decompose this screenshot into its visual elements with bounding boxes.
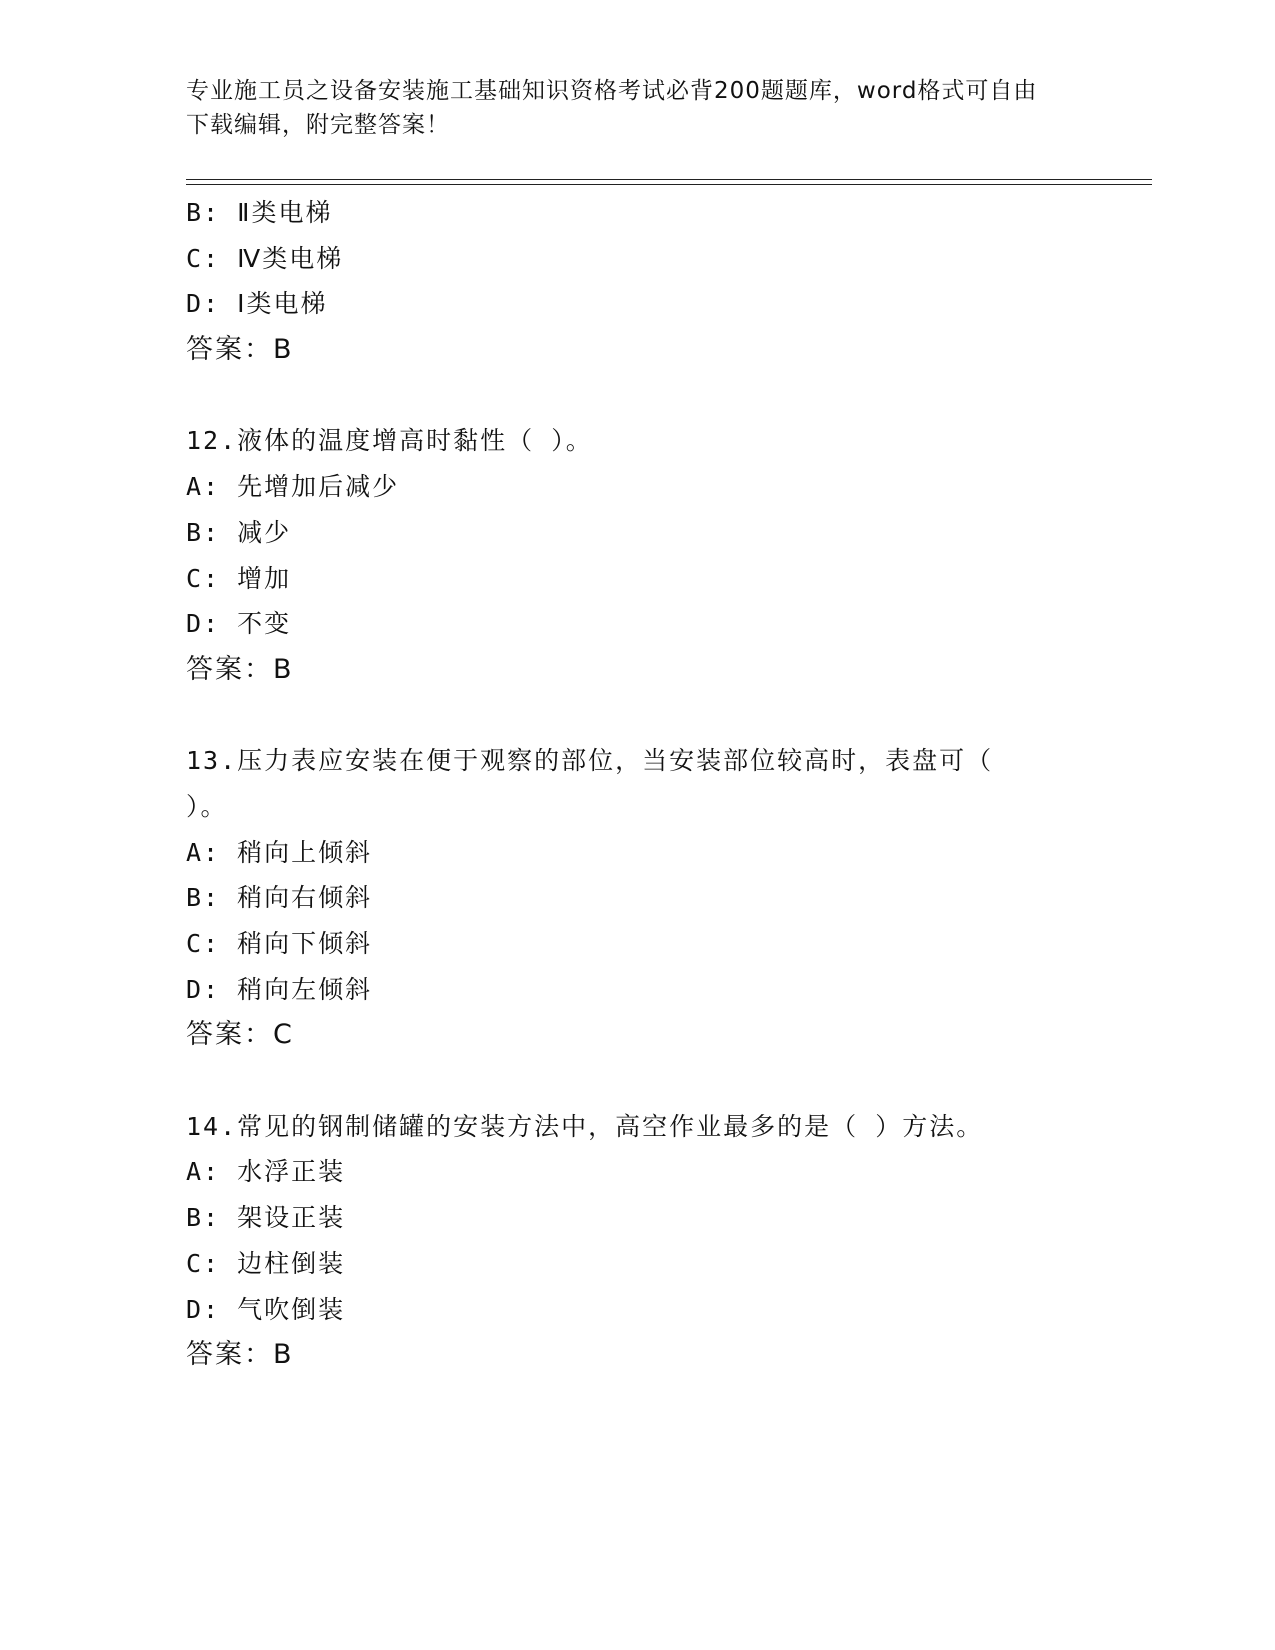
header-divider-top <box>186 179 1152 180</box>
option-a: A: 先增加后减少 <box>186 472 400 502</box>
question-text: 12.液体的温度增高时黏性（ ）。 <box>186 426 593 456</box>
option-c: C: 边柱倒装 <box>186 1248 346 1278</box>
question-text: 14.常见的钢制储罐的安装方法中，高空作业最多的是（ ）方法。 <box>186 1111 984 1141</box>
option-b: B: 稍向右倾斜 <box>186 883 373 913</box>
option-b: B: Ⅱ类电梯 <box>186 198 333 227</box>
option-a: A: 稍向上倾斜 <box>186 837 373 867</box>
option-d: D: 稍向左倾斜 <box>186 974 373 1004</box>
answer-line: 答案：B <box>186 1339 294 1371</box>
option-c: C: Ⅳ类电梯 <box>186 243 344 273</box>
header-title-line-1: 专业施工员之设备安装施工基础知识资格考试必背200题题库，word格式可自由 <box>186 78 1038 104</box>
answer-line: 答案：B <box>186 653 294 685</box>
question-11-fragment <box>186 190 1086 373</box>
question-14 <box>186 1104 1086 1378</box>
question-text-continued: ）。 <box>186 791 228 821</box>
option-d: D: 不变 <box>186 609 292 639</box>
spacer <box>186 1058 1086 1104</box>
option-c: C: 稍向下倾斜 <box>186 929 373 958</box>
question-12 <box>186 418 1086 692</box>
answer-line: 答案：C <box>186 1019 294 1051</box>
option-b: B: 架设正装 <box>186 1203 346 1233</box>
spacer <box>186 693 1086 739</box>
question-content <box>186 190 1086 1378</box>
option-c: C: 增加 <box>186 563 292 593</box>
question-text: 13.压力表应安装在便于观察的部位，当安装部位较高时，表盘可（ <box>186 746 994 776</box>
document-header <box>186 74 1086 142</box>
header-divider-bottom <box>186 184 1152 185</box>
question-13 <box>186 738 1086 1058</box>
option-a: A: 水浮正装 <box>186 1157 346 1187</box>
option-b: B: 减少 <box>186 517 292 547</box>
option-d: D: 气吹倒装 <box>186 1294 346 1324</box>
answer-line: 答案：B <box>186 334 294 366</box>
header-title-line-2: 下载编辑，附完整答案！ <box>186 112 450 138</box>
option-d: D: Ⅰ类电梯 <box>186 289 328 319</box>
spacer <box>186 373 1086 419</box>
